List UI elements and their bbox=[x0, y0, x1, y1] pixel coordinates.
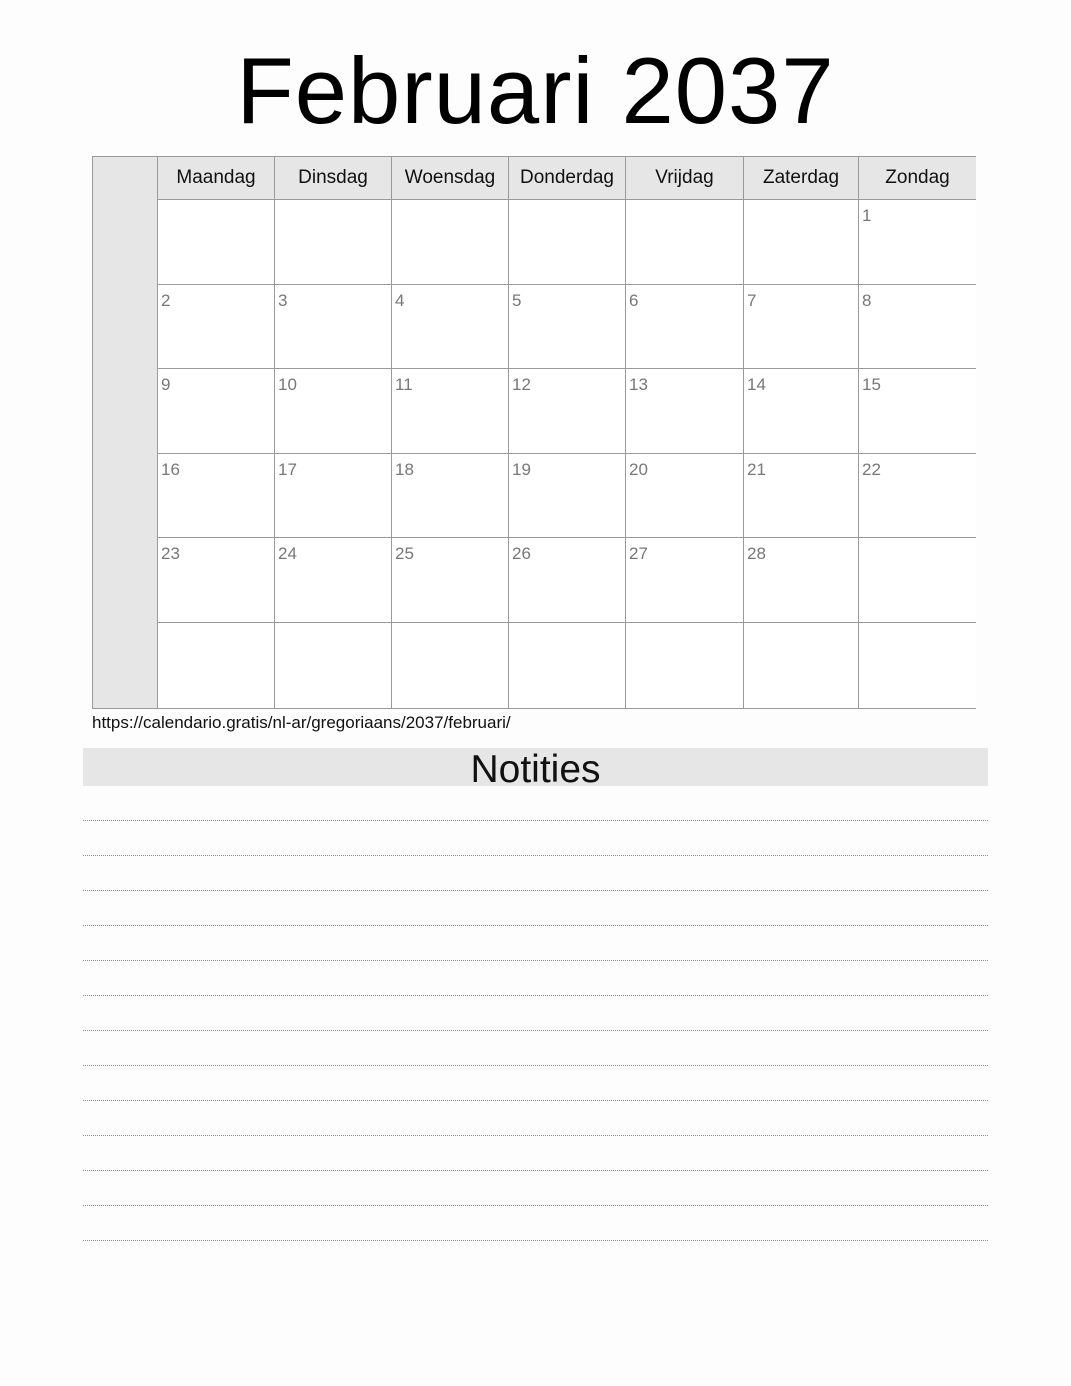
day-number: 9 bbox=[161, 375, 171, 394]
day-number: 3 bbox=[278, 291, 288, 310]
note-line bbox=[83, 856, 988, 891]
day-cell bbox=[275, 369, 392, 454]
day-number: 2 bbox=[161, 291, 171, 310]
weekday-header: Woensdag bbox=[392, 157, 509, 200]
day-number: 10 bbox=[278, 375, 297, 394]
note-line bbox=[83, 1101, 988, 1136]
day-number: 20 bbox=[629, 460, 648, 479]
page-title: Februari 2037 bbox=[236, 38, 835, 143]
day-cell bbox=[392, 200, 509, 285]
day-cell bbox=[626, 285, 744, 369]
day-cell bbox=[859, 623, 976, 708]
day-cell bbox=[509, 623, 626, 708]
month-calendar bbox=[92, 156, 976, 709]
note-line bbox=[83, 1136, 988, 1171]
day-number: 15 bbox=[862, 375, 881, 394]
day-cell bbox=[158, 285, 275, 369]
day-cell bbox=[626, 623, 744, 708]
note-line bbox=[83, 996, 988, 1031]
day-number: 6 bbox=[629, 291, 639, 310]
day-cell bbox=[509, 285, 626, 369]
weekday-header: Vrijdag bbox=[626, 157, 744, 200]
day-number: 5 bbox=[512, 291, 522, 310]
day-cell bbox=[859, 369, 976, 454]
day-number: 1 bbox=[862, 206, 872, 225]
day-number: 17 bbox=[278, 460, 297, 479]
day-cell bbox=[392, 454, 509, 538]
day-cell bbox=[275, 538, 392, 623]
day-number: 28 bbox=[747, 544, 766, 563]
day-number: 22 bbox=[862, 460, 881, 479]
day-cell bbox=[509, 538, 626, 623]
note-line bbox=[83, 786, 988, 821]
day-number: 21 bbox=[747, 460, 766, 479]
day-cell bbox=[275, 200, 392, 285]
day-cell bbox=[275, 623, 392, 708]
note-line bbox=[83, 926, 988, 961]
notes-lines bbox=[83, 786, 988, 1241]
day-number: 16 bbox=[161, 460, 180, 479]
day-cell bbox=[859, 454, 976, 538]
day-cell bbox=[626, 454, 744, 538]
day-cell bbox=[626, 538, 744, 623]
day-cell bbox=[744, 369, 859, 454]
day-number: 24 bbox=[278, 544, 297, 563]
day-number: 8 bbox=[862, 291, 872, 310]
note-line bbox=[83, 1206, 988, 1241]
source-url[interactable]: https://calendario.gratis/nl-ar/gregoriaans/2037/februari/ bbox=[92, 713, 511, 732]
day-number: 25 bbox=[395, 544, 414, 563]
day-cell bbox=[744, 200, 859, 285]
day-cell bbox=[509, 200, 626, 285]
day-number: 19 bbox=[512, 460, 531, 479]
day-cell bbox=[392, 285, 509, 369]
day-number: 14 bbox=[747, 375, 766, 394]
day-cell bbox=[392, 538, 509, 623]
day-cell bbox=[158, 200, 275, 285]
week-number-column bbox=[93, 157, 158, 708]
day-cell bbox=[158, 369, 275, 454]
weekday-header: Zondag bbox=[859, 157, 976, 200]
day-cell bbox=[626, 369, 744, 454]
weekday-header: Zaterdag bbox=[744, 157, 859, 200]
day-cell bbox=[626, 200, 744, 285]
day-number: 4 bbox=[395, 291, 405, 310]
day-number: 13 bbox=[629, 375, 648, 394]
day-cell bbox=[158, 538, 275, 623]
day-number: 27 bbox=[629, 544, 648, 563]
day-number: 18 bbox=[395, 460, 414, 479]
note-line bbox=[83, 1031, 988, 1066]
day-number: 11 bbox=[395, 375, 413, 394]
calendar-grid bbox=[158, 157, 976, 708]
day-cell bbox=[392, 623, 509, 708]
day-cell bbox=[392, 369, 509, 454]
day-cell bbox=[509, 454, 626, 538]
weekday-header: Maandag bbox=[158, 157, 275, 200]
day-cell bbox=[509, 369, 626, 454]
note-line bbox=[83, 1066, 988, 1101]
day-number: 26 bbox=[512, 544, 531, 563]
day-cell bbox=[275, 454, 392, 538]
day-cell bbox=[158, 623, 275, 708]
weekday-header: Dinsdag bbox=[275, 157, 392, 200]
day-cell bbox=[158, 454, 275, 538]
note-line bbox=[83, 1171, 988, 1206]
note-line bbox=[83, 891, 988, 926]
day-number: 23 bbox=[161, 544, 180, 563]
day-cell bbox=[744, 623, 859, 708]
day-cell bbox=[859, 200, 976, 285]
day-cell bbox=[744, 285, 859, 369]
notes-title: Notities bbox=[83, 748, 988, 786]
day-number: 7 bbox=[747, 291, 757, 310]
day-cell bbox=[744, 538, 859, 623]
weekday-header: Donderdag bbox=[509, 157, 626, 200]
day-cell bbox=[859, 285, 976, 369]
day-cell bbox=[859, 538, 976, 623]
note-line bbox=[83, 961, 988, 996]
day-cell bbox=[275, 285, 392, 369]
day-cell bbox=[744, 454, 859, 538]
note-line bbox=[83, 821, 988, 856]
day-number: 12 bbox=[512, 375, 531, 394]
